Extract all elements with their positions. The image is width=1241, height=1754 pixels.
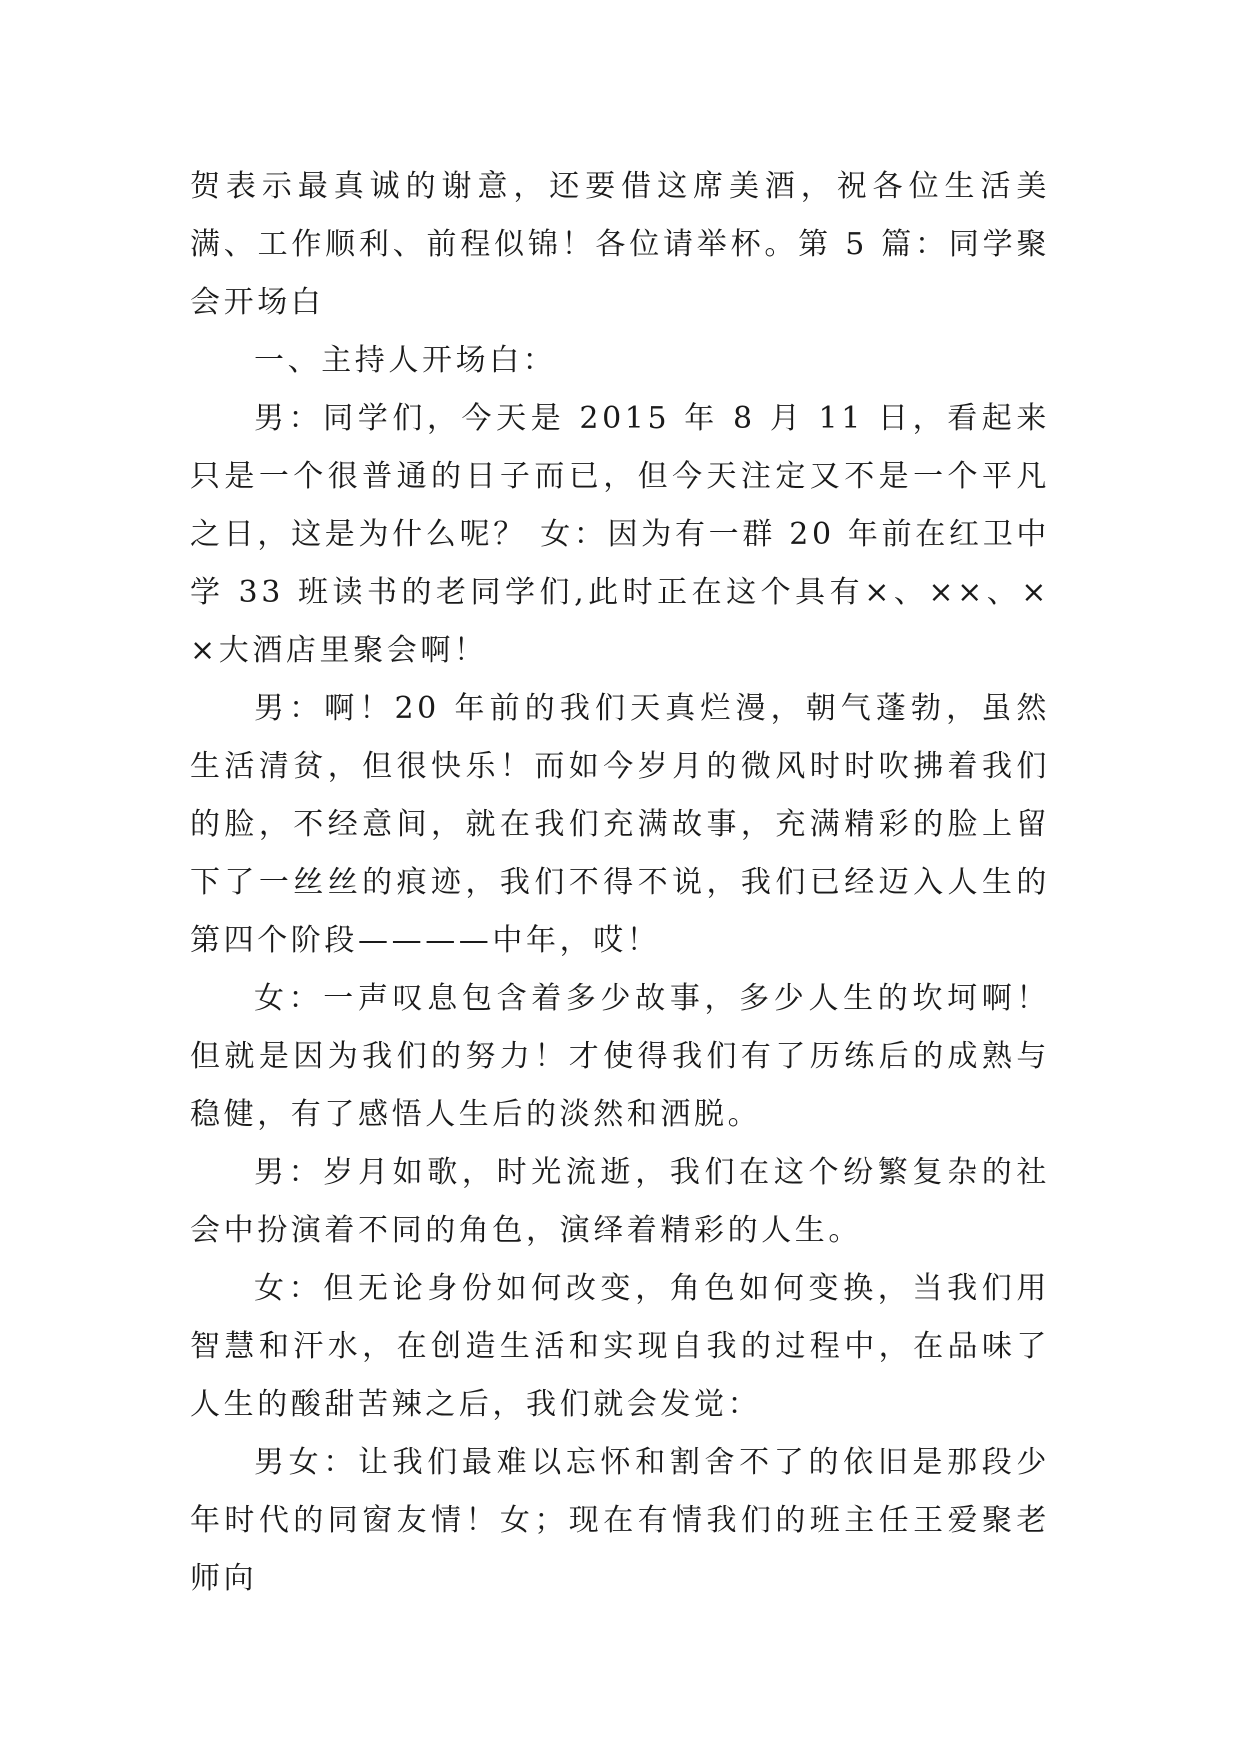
paragraph-3: 男：同学们，今天是 2015 年 8 月 11 日，看起来只是一个很普通的日子而已，但今天注定又不是一个平凡之日，这是为什么呢？ 女：因为有一群 20 年前在红卫中学 33 班读书的老同学们,此时正在这个具有×、××、××大酒店里聚会啊！ <box>190 401 1050 668</box>
paragraph-2: 一、主持人开场白： <box>254 343 557 378</box>
paragraph-8: 男女：让我们最难以忘怀和割舍不了的依旧是那段少年时代的同窗友情！女；现在有情我们的班主任王爱聚老师向 <box>190 1445 1050 1596</box>
paragraph-7: 女：但无论身份如何改变，角色如何变换，当我们用智慧和汗水，在创造生活和实现自我的过程中，在品味了人生的酸甜苦辣之后，我们就会发觉： <box>190 1271 1050 1422</box>
paragraph-1: 贺表示最真诚的谢意，还要借这席美酒，祝各位生活美满、工作顺利、前程似锦！各位请举杯。第 5 篇：同学聚会开场白 <box>190 169 1050 320</box>
paragraph-5: 女：一声叹息包含着多少故事，多少人生的坎坷啊！但就是因为我们的努力！才使得我们有了历练后的成熟与稳健，有了感悟人生后的淡然和洒脱。 <box>190 981 1050 1132</box>
document-body <box>190 158 1050 1608</box>
paragraph-4: 男：啊！20 年前的我们天真烂漫，朝气蓬勃，虽然生活清贫，但很快乐！而如今岁月的微风时时吹拂着我们的脸，不经意间，就在我们充满故事，充满精彩的脸上留下了一丝丝的痕迹，我们不得不说，我们已经迈入人生的第四个阶段————中年，哎！ <box>190 691 1050 958</box>
paragraph-6: 男：岁月如歌，时光流逝，我们在这个纷繁复杂的社会中扮演着不同的角色，演绎着精彩的人生。 <box>190 1155 1050 1248</box>
